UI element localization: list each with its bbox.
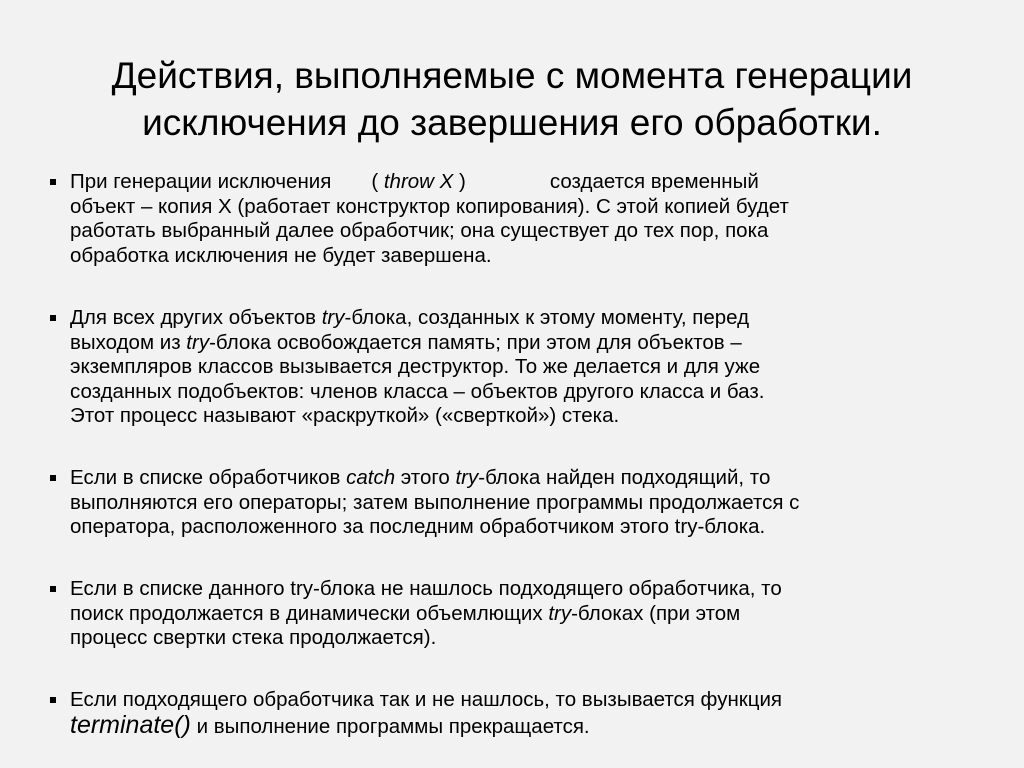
bullet-item-5 [70,688,995,739]
title-line-2: исключения до завершения его обработки. [142,102,882,143]
bullet-text: -блоках (при этом [571,601,741,625]
bullet-text: выполняются его операторы; затем выполнение программы продолжается с [70,490,800,514]
bullet-text: процесс свертки стека продолжается). [70,626,437,649]
bullet-text: экземпляров классов вызывается деструктор. То же делается и для уже [70,355,761,378]
title-line-1: Действия, выполняемые с момента генерации [111,55,913,96]
bullet-text: выходом из [70,330,187,354]
bullet-text: Если подходящего обработчика так и не нашлось, то вызывается функция [70,688,783,711]
code-try: try [186,330,210,354]
bullet-marker [50,315,56,321]
code-catch: catch [346,466,396,489]
bullet-item-2 [70,306,995,429]
bullet-text: -блока найден подходящий, то [478,466,771,489]
bullet-text: -блока, созданных к этому моменту, перед [344,306,750,329]
code-terminate: terminate() [70,710,191,739]
bullet-text: обработка исключения не будет завершена. [70,243,492,267]
bullet-text: Для всех других объектов [70,306,322,329]
bullet-item-1 [70,170,995,268]
bullet-text: ( [371,170,384,193]
bullet-text: Если в списке обработчиков [70,466,347,489]
code-try: try [548,601,572,625]
bullet-text: поиск продолжается в динамически объемлющих [70,601,549,625]
bullet-text: оператора, расположенного за последним обработчиком этого try-блока. [70,515,766,538]
bullet-text: и выполнение программы прекращается. [190,714,590,738]
bullet-text: ) [453,170,466,193]
bullet-text: объект – копия Х (работает конструктор копирования). С этой копией будет [70,194,789,218]
bullet-text: созданных подобъектов: членов класса – объектов другого класса и баз. [70,379,765,403]
slide-title [40,52,984,146]
bullet-marker [50,475,56,481]
bullet-text: работать выбранный далее обработчик; она существует до тех пор, пока [70,219,769,242]
code-try: try [321,306,345,329]
bullet-item-3 [70,466,995,540]
bullet-text: -блока освобождается память; при этом для объектов – [209,330,742,354]
bullet-marker [50,179,56,185]
bullet-marker [50,697,56,703]
bullet-text: Если в списке данного try-блока не нашлось подходящего обработчика, то [70,577,782,600]
bullet-text: создается временный [549,170,759,193]
bullet-item-4 [70,577,995,651]
code-throw: throw X [383,170,454,193]
bullet-marker [50,586,56,592]
bullet-text: Этот процесс называют «раскруткой» («сверткой») стека. [70,404,620,427]
bullet-text: этого [395,466,456,489]
code-try: try [455,466,479,489]
bullet-text: При генерации исключения [70,170,332,193]
